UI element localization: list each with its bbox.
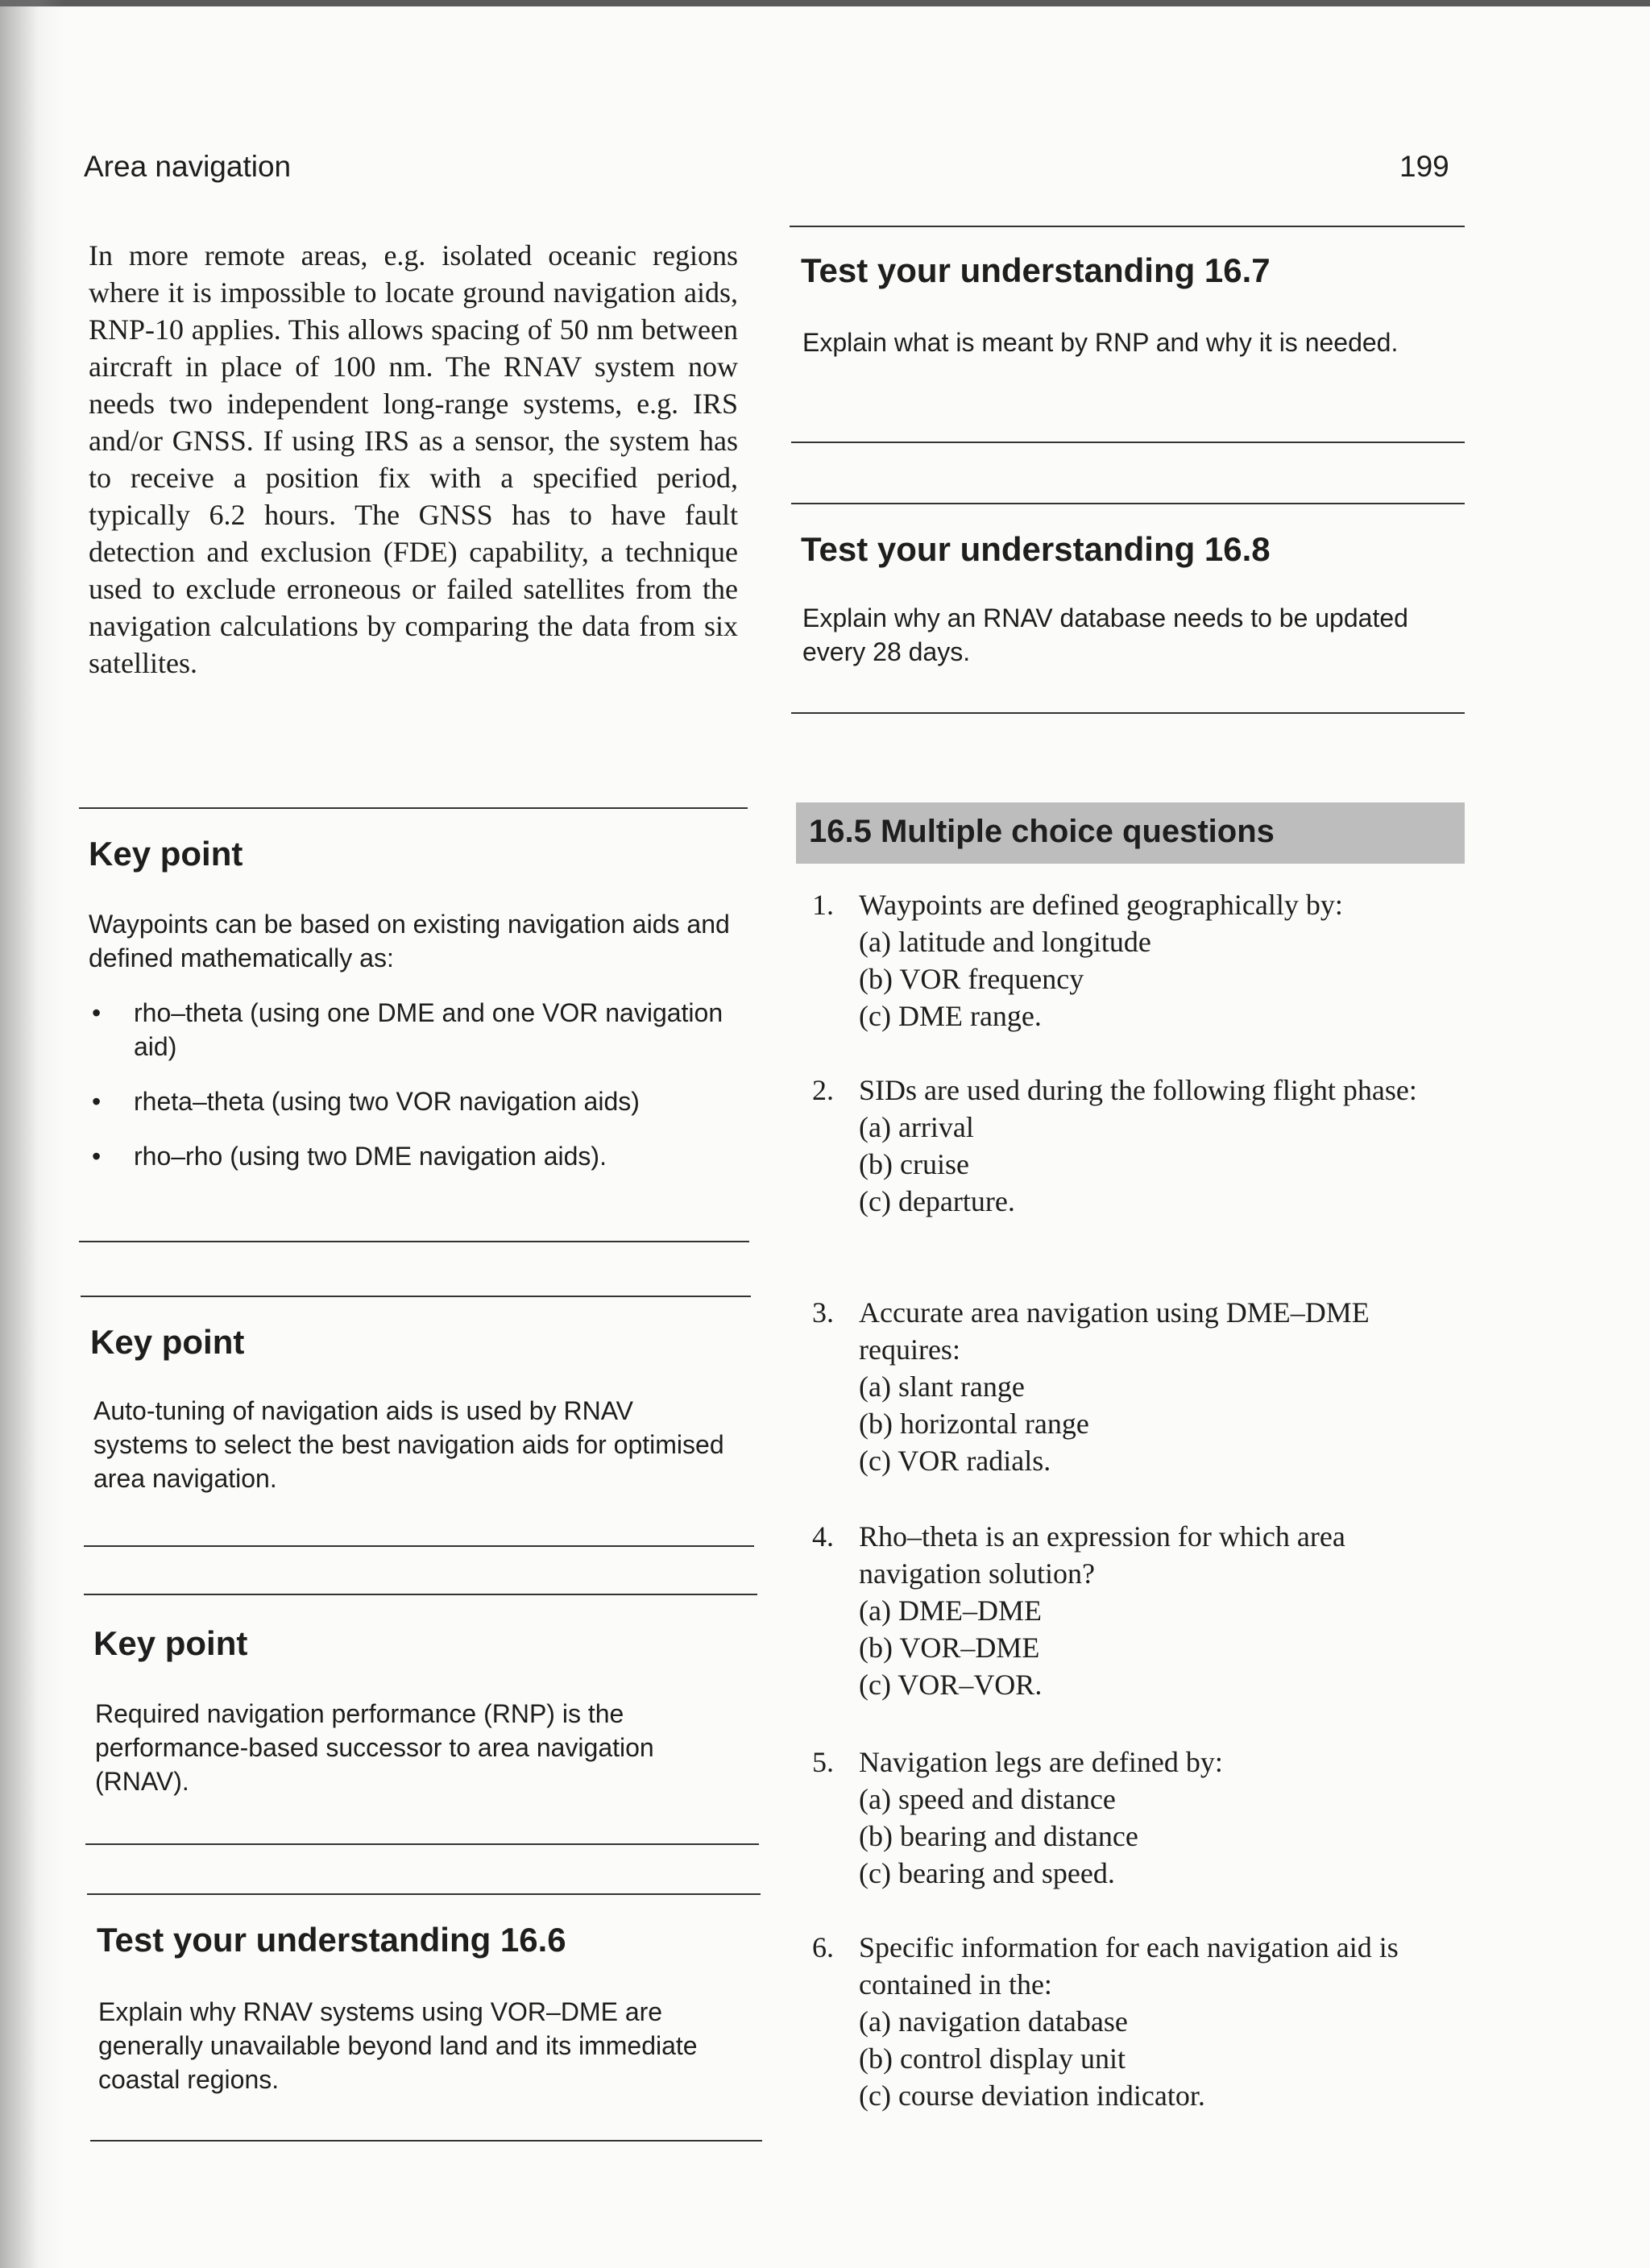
question-text: Waypoints are defined geographically by: xyxy=(859,889,1343,921)
test-16-8-text: Explain why an RNAV database needs to be updated every 28 days. xyxy=(802,603,1408,666)
answer-option: (a) DME–DME xyxy=(859,1594,1042,1627)
question-number: 4. xyxy=(812,1520,834,1553)
bullet-item: • rho–theta (using one DME and one VOR navigation aid) xyxy=(89,996,749,1064)
answer-option: (a) navigation database xyxy=(859,2005,1128,2038)
question-number: 5. xyxy=(812,1746,834,1778)
test-16-7-text: Explain what is meant by RNP and why it is needed. xyxy=(802,328,1399,357)
key-point-3-title: Key point xyxy=(93,1624,248,1662)
answer-option: (b) control display unit xyxy=(859,2042,1126,2075)
test-16-6-top-rule xyxy=(87,1893,761,1895)
mcq-question-5 xyxy=(812,1743,1481,1892)
test-16-7-top-rule xyxy=(790,226,1465,227)
test-16-7-bottom-rule xyxy=(791,442,1465,443)
page-number: 199 xyxy=(1399,150,1449,183)
key-point-1-title: Key point xyxy=(89,835,243,873)
question-number: 3. xyxy=(812,1296,834,1329)
answer-option: (a) slant range xyxy=(859,1370,1025,1403)
question-text: Accurate area navigation using DME–DME requires: xyxy=(859,1296,1370,1366)
bullet-item: • rho–rho (using two DME navigation aids). xyxy=(89,1139,749,1173)
key-point-2-title: Key point xyxy=(90,1323,245,1361)
question-text: Rho–theta is an expression for which area navigation solution? xyxy=(859,1520,1345,1590)
answer-option: (b) VOR frequency xyxy=(859,963,1084,995)
key-point-1-text: Waypoints can be based on existing navigation aids and defined mathematically as: xyxy=(89,910,730,972)
key-point-2-text: Auto-tuning of navigation aids is used by RNAV systems to select the best navigation aids for optimised area navigation. xyxy=(93,1396,724,1493)
section-heading-bar xyxy=(796,802,1465,864)
answer-option: (a) speed and distance xyxy=(859,1783,1116,1815)
test-16-6-bottom-rule xyxy=(90,2140,762,2142)
question-text: Specific information for each navigation aid is contained in the: xyxy=(859,1931,1399,2001)
answer-option: (b) bearing and distance xyxy=(859,1820,1138,1852)
answer-option: (c) bearing and speed. xyxy=(859,1857,1115,1889)
question-text: SIDs are used during the following flight phase: xyxy=(859,1074,1417,1106)
key-point-1-bullet-list xyxy=(89,996,749,1194)
section-heading: 16.5 Multiple choice questions xyxy=(809,814,1275,849)
key-point-3-top-rule xyxy=(84,1594,757,1595)
key-point-2-top-rule xyxy=(81,1296,751,1297)
question-number: 1. xyxy=(812,889,834,921)
running-header: Area navigation xyxy=(84,150,292,183)
question-number: 6. xyxy=(812,1931,834,1963)
key-point-1-top-rule xyxy=(79,807,748,809)
key-point-2-bottom-rule xyxy=(84,1545,754,1547)
key-point-3-text: Required navigation performance (RNP) is the performance-based successor to area navigation (RNAV). xyxy=(95,1699,654,1796)
bullet-item: • rheta–theta (using two VOR navigation aids) xyxy=(89,1084,749,1118)
mcq-question-4 xyxy=(812,1518,1481,1703)
answer-option: (a) arrival xyxy=(859,1111,974,1143)
answer-option: (a) latitude and longitude xyxy=(859,926,1151,958)
body-paragraph: In more remote areas, e.g. isolated oceanic regions where it is impossible to locate ground navigation aids, RNP-10 applies. This allows spacing of 50 nm between aircraft in place of 100 nm. The RNAV system now needs two independent long-range systems, e.g. IRS and/or GNSS. If using IRS as a sensor, the system has to receive a position fix with a specified period, typically 6.2 hours. The GNSS has to have fault detection and exclusion (FDE) capability, a technique used to exclude erroneous or failed satellites from the navigation calculations by comparing the data from six satellites. xyxy=(89,239,738,679)
answer-option: (b) VOR–DME xyxy=(859,1632,1040,1664)
test-16-6-text: Explain why RNAV systems using VOR–DME are generally unavailable beyond land and its immediate coastal regions. xyxy=(98,1997,698,2094)
top-edge-rule xyxy=(0,0,1650,6)
spine-shadow xyxy=(0,0,64,2268)
answer-option: (c) VOR–VOR. xyxy=(859,1669,1043,1701)
mcq-question-3 xyxy=(812,1294,1481,1479)
answer-option: (b) cruise xyxy=(859,1148,969,1180)
test-16-8-title: Test your understanding 16.8 xyxy=(801,530,1271,568)
test-16-8-bottom-rule xyxy=(791,712,1465,714)
mcq-question-6 xyxy=(812,1929,1481,2114)
answer-option: (c) DME range. xyxy=(859,1000,1042,1032)
mcq-question-2 xyxy=(812,1072,1481,1220)
answer-option: (c) departure. xyxy=(859,1185,1015,1217)
question-number: 2. xyxy=(812,1074,834,1106)
test-16-6-title: Test your understanding 16.6 xyxy=(97,1921,566,1959)
test-16-8-top-rule xyxy=(791,503,1465,504)
question-text: Navigation legs are defined by: xyxy=(859,1746,1223,1778)
mcq-question-1 xyxy=(812,886,1481,1034)
answer-option: (c) VOR radials. xyxy=(859,1445,1051,1477)
answer-option: (b) horizontal range xyxy=(859,1408,1089,1440)
key-point-1-bottom-rule xyxy=(79,1241,749,1242)
answer-option: (c) course deviation indicator. xyxy=(859,2079,1205,2112)
test-16-7-title: Test your understanding 16.7 xyxy=(801,251,1271,289)
key-point-3-bottom-rule xyxy=(85,1843,759,1845)
